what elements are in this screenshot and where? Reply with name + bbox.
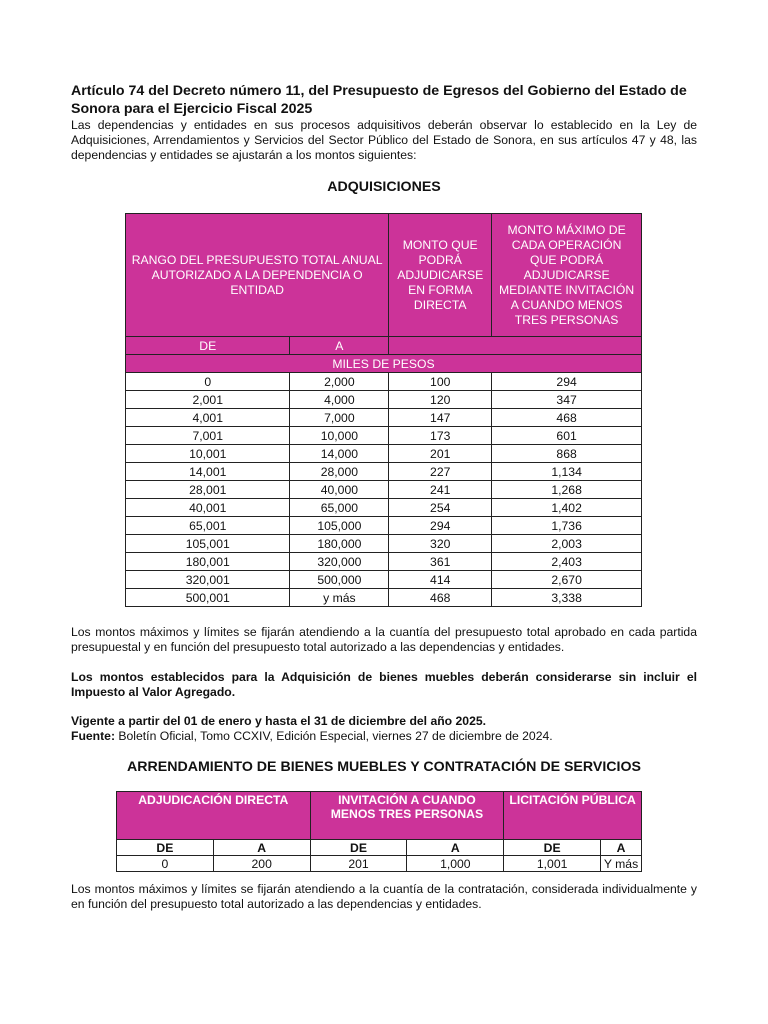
table-cell: 601	[492, 427, 642, 445]
table-row	[126, 589, 642, 607]
table-cell: 241	[389, 481, 492, 499]
table-row	[126, 445, 642, 463]
document-title: Artículo 74 del Decreto número 11, del Presupuesto de Egresos del Gobierno del Estado de Sonora para el Ejercicio Fiscal 2025	[71, 83, 687, 117]
vigencia-text: Vigente a partir del 01 de enero y hasta el 31 de diciembre del año 2025.	[71, 714, 487, 728]
table-cell: 2,403	[492, 553, 642, 571]
adquisiciones-heading: ADQUISICIONES	[327, 179, 441, 195]
table-cell: 10,001	[126, 445, 290, 463]
table-cell: 414	[389, 571, 492, 589]
table-cell: 3,338	[492, 589, 642, 607]
de-header: DE	[117, 840, 214, 856]
table-cell: 40,001	[126, 499, 290, 517]
table-cell: 1,268	[492, 481, 642, 499]
de-header: DE	[310, 840, 407, 856]
de-header: DE	[504, 840, 601, 856]
note-contratacion: Los montos máximos y límites se fijarán atendiendo a la cuantía de la contratación, considerada individualmente y en función del presupuesto total autorizado a las dependencias y entidades.	[71, 882, 697, 911]
table-cell: y más	[290, 589, 389, 607]
table-cell: 347	[492, 391, 642, 409]
note-montos-partida: Los montos máximos y límites se fijarán atendiendo a la cuantía del presupuesto total aprobado en cada partida presupuestal y en función del presupuesto total autorizado a las dependencias y entidades.	[71, 625, 697, 654]
a-header: A	[601, 840, 642, 856]
table-cell: 0	[117, 856, 214, 872]
table-cell: 4,001	[126, 409, 290, 427]
table-cell: 320	[389, 535, 492, 553]
table-cell: 1,134	[492, 463, 642, 481]
adquisiciones-table	[125, 213, 642, 607]
col-licitacion-header: LICITACIÓN PÚBLICA	[504, 792, 642, 840]
table-row	[126, 391, 642, 409]
col-directa-header: MONTO QUE PODRÁ ADJUDICARSE EN FORMA DIRECTA	[389, 214, 492, 337]
table-cell: 4,000	[290, 391, 389, 409]
table-cell: 65,000	[290, 499, 389, 517]
table-cell: 468	[492, 409, 642, 427]
table-cell: 1,402	[492, 499, 642, 517]
table-row	[126, 517, 642, 535]
table-cell: 320,000	[290, 553, 389, 571]
table-cell: 28,001	[126, 481, 290, 499]
col-adjudicacion-header: ADJUDICACIÓN DIRECTA	[117, 792, 311, 840]
col-invitacion-header: MONTO MÁXIMO DE CADA OPERACIÓN QUE PODRÁ ADJUDICARSE MEDIANTE INVITACIÓN A CUANDO MENOS TRES PERSONAS	[492, 214, 642, 337]
fuente-text: Boletín Oficial, Tomo CCXIV, Edición Especial, viernes 27 de diciembre de 2024.	[115, 729, 553, 743]
table-row	[126, 427, 642, 445]
table-cell: 173	[389, 427, 492, 445]
arrendamiento-table	[116, 791, 642, 872]
table-row	[126, 571, 642, 589]
table-cell: 0	[126, 373, 290, 391]
table-cell: 200	[213, 856, 310, 872]
table-cell: 14,000	[290, 445, 389, 463]
table-cell: 105,001	[126, 535, 290, 553]
table-cell: 2,000	[290, 373, 389, 391]
de-header: DE	[126, 337, 290, 355]
table-cell: 180,000	[290, 535, 389, 553]
intro-paragraph: Las dependencias y entidades en sus procesos adquisitivos deberán observar lo establecido en la Ley de Adquisiciones, Arrendamientos y Servicios del Sector Público del Estado de Sonora, en sus artículos 47 y 48, las dependencias y entidades se ajustarán a los montos siguientes:	[71, 118, 697, 162]
table-row	[126, 481, 642, 499]
document-page	[71, 82, 697, 163]
a-header: A	[213, 840, 310, 856]
table-cell: 65,001	[126, 517, 290, 535]
table-row	[126, 373, 642, 391]
table-cell: 320,001	[126, 571, 290, 589]
adquisiciones-rows	[126, 373, 642, 607]
table-cell: 361	[389, 553, 492, 571]
table-row	[117, 856, 642, 872]
table-cell: 28,000	[290, 463, 389, 481]
table-row	[126, 535, 642, 553]
table-cell: 14,001	[126, 463, 290, 481]
table-row	[126, 499, 642, 517]
a-header: A	[407, 840, 504, 856]
table-cell: 7,000	[290, 409, 389, 427]
arrendamiento-heading: ARRENDAMIENTO DE BIENES MUEBLES Y CONTRATACIÓN DE SERVICIOS	[127, 759, 641, 775]
table-cell: 294	[492, 373, 642, 391]
table-cell: 500,000	[290, 571, 389, 589]
table-cell: 1,001	[504, 856, 601, 872]
table-cell: 201	[389, 445, 492, 463]
blank-header	[389, 337, 642, 355]
notes-block	[71, 625, 697, 744]
table-cell: 201	[310, 856, 407, 872]
note-iva: Los montos establecidos para la Adquisición de bienes muebles deberán considerarse sin incluir el Impuesto al Valor Agregado.	[71, 670, 697, 699]
table-cell: 2,001	[126, 391, 290, 409]
table-cell: Y más	[601, 856, 642, 872]
table-cell: 294	[389, 517, 492, 535]
table-cell: 227	[389, 463, 492, 481]
table-cell: 868	[492, 445, 642, 463]
table-cell: 468	[389, 589, 492, 607]
table-cell: 500,001	[126, 589, 290, 607]
table-cell: 7,001	[126, 427, 290, 445]
table-cell: 2,670	[492, 571, 642, 589]
table-cell: 105,000	[290, 517, 389, 535]
fuente-line	[71, 729, 697, 744]
a-header: A	[290, 337, 389, 355]
table-cell: 40,000	[290, 481, 389, 499]
table-cell: 1,736	[492, 517, 642, 535]
table-cell: 2,003	[492, 535, 642, 553]
table-row	[126, 409, 642, 427]
table-cell: 100	[389, 373, 492, 391]
col-invitacion-header: INVITACIÓN A CUANDO MENOS TRES PERSONAS	[310, 792, 504, 840]
table-row	[126, 553, 642, 571]
table-cell: 147	[389, 409, 492, 427]
table-cell: 10,000	[290, 427, 389, 445]
table-cell: 120	[389, 391, 492, 409]
table-row	[126, 463, 642, 481]
table-cell: 1,000	[407, 856, 504, 872]
col-rango-header: RANGO DEL PRESUPUESTO TOTAL ANUAL AUTORIZADO A LA DEPENDENCIA O ENTIDAD	[126, 214, 389, 337]
miles-header: MILES DE PESOS	[126, 355, 642, 373]
table-cell: 180,001	[126, 553, 290, 571]
fuente-label: Fuente:	[71, 729, 116, 743]
table-cell: 254	[389, 499, 492, 517]
